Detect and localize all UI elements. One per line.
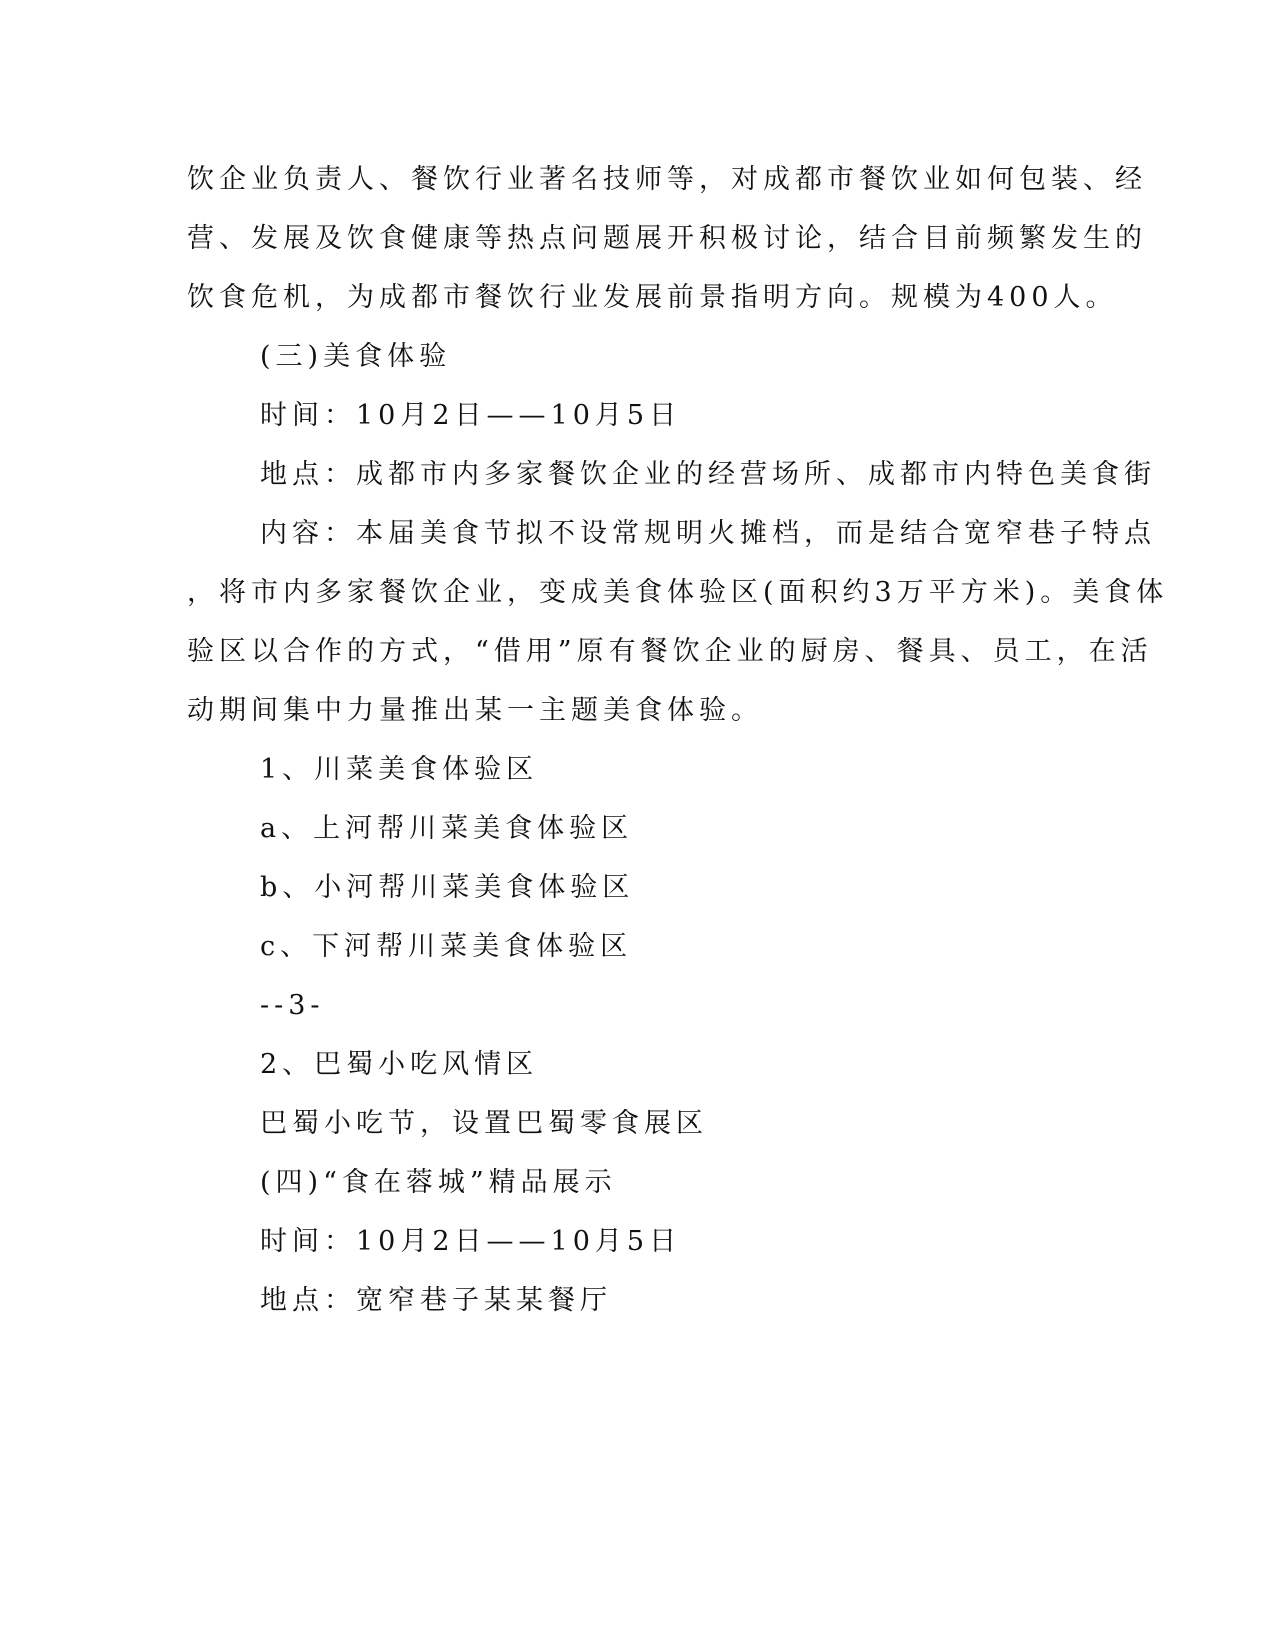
item-2-snack-zone: 2、巴蜀小吃风情区 (260, 1049, 539, 1080)
section-4-location: 地点：宽窄巷子某某餐厅 (260, 1285, 612, 1316)
item-1-sichuan-cuisine: 1、川菜美食体验区 (260, 754, 539, 785)
item-2-detail: 巴蜀小吃节，设置巴蜀零食展区 (260, 1108, 708, 1139)
section-3-heading: (三)美食体验 (260, 341, 452, 372)
section-3-content-line-3: 验区以合作的方式，“借用”原有餐饮企业的厨房、餐具、员工，在活 (187, 636, 1153, 667)
item-1c: c、下河帮川菜美食体验区 (260, 931, 633, 962)
forum-paragraph-line-2: 营、发展及饮食健康等热点问题展开积极讨论，结合目前频繁发生的 (187, 223, 1147, 254)
section-4-heading: (四)“食在蓉城”精品展示 (260, 1167, 617, 1198)
section-3-location: 地点：成都市内多家餐饮企业的经营场所、成都市内特色美食街 (260, 459, 1156, 490)
section-3-content-line-1: 内容：本届美食节拟不设常规明火摊档，而是结合宽窄巷子特点 (260, 518, 1156, 549)
forum-paragraph-line-1: 饮企业负责人、餐饮行业著名技师等，对成都市餐饮业如何包装、经 (187, 164, 1147, 195)
item-1b: b、小河帮川菜美食体验区 (260, 872, 635, 903)
section-3-content-line-4: 动期间集中力量推出某一主题美食体验。 (187, 695, 763, 726)
section-4-time: 时间：10月2日——10月5日 (260, 1226, 682, 1257)
forum-paragraph-line-3: 饮食危机，为成都市餐饮行业发展前景指明方向。规模为400人。 (187, 282, 1118, 313)
page-number: --3- (260, 990, 325, 1021)
section-3-content-line-2: ，将市内多家餐饮企业，变成美食体验区(面积约3万平方米)。美食体 (187, 577, 1169, 608)
item-1a: a、上河帮川菜美食体验区 (260, 813, 634, 844)
section-3-time: 时间：10月2日——10月5日 (260, 400, 682, 431)
